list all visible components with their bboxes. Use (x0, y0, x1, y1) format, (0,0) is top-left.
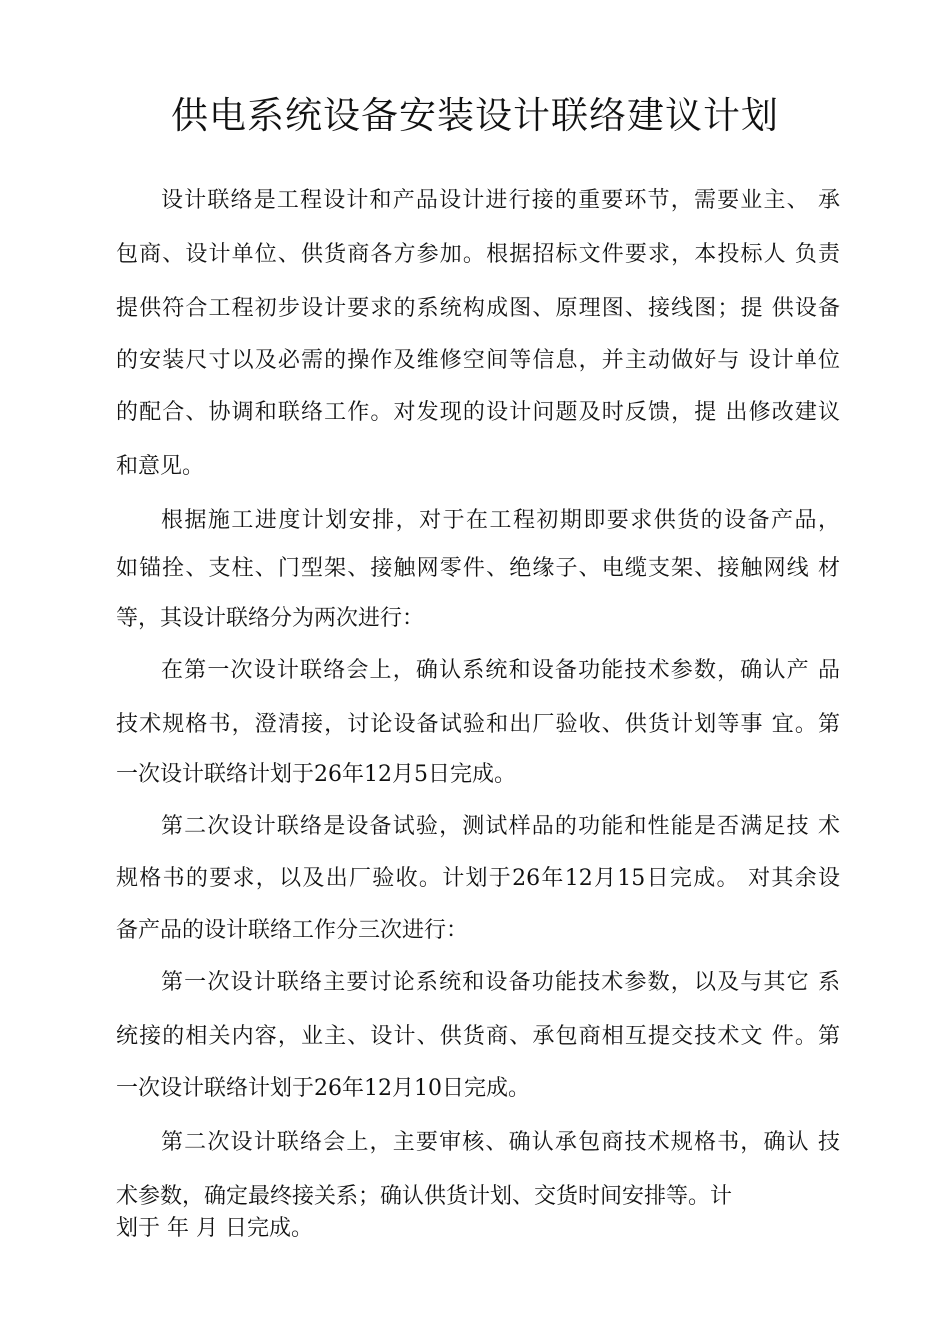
paragraph-line: 提供符合工程初步设计要求的系统构成图、原理图、接线图；提 供设备 (116, 296, 840, 321)
paragraph-line: 划于 年 月 日完成。 (116, 1216, 313, 1241)
paragraph-line: 和意见。 (116, 454, 205, 479)
paragraph-line: 如锚拴、支柱、门型架、接触网零件、绝缘子、电缆支架、接触网线 材 (116, 556, 840, 581)
paragraph-line: 在第一次设计联络会上，确认系统和设备功能技术参数，确认产 品 (161, 658, 840, 683)
paragraph-line: 的安装尺寸以及必需的操作及维修空间等信息，并主动做好与 设计单位 (116, 348, 840, 373)
paragraph-line: 第一次设计联络主要讨论系统和设备功能技术参数，以及与其它 系 (161, 970, 840, 995)
paragraph-line: 第二次设计联络是设备试验，测试样品的功能和性能是否满足技 术 (161, 814, 840, 839)
paragraph-line: 一次设计联络计划于26年12月10日完成。 (116, 1076, 530, 1101)
paragraph-line: 等，其设计联络分为两次进行： (116, 606, 425, 631)
paragraph-line: 包商、设计单位、供货商各方参加。根据招标文件要求，本投标人 负责 (116, 242, 840, 267)
paragraph-line: 备产品的设计联络工作分三次进行： (116, 918, 469, 943)
paragraph-line: 统接的相关内容，业主、设计、供货商、承包商相互提交技术文 件。第 (116, 1024, 840, 1049)
paragraph-line: 设计联络是工程设计和产品设计进行接的重要环节，需要业主、 承 (161, 188, 840, 213)
paragraph-line: 一次设计联络计划于26年12月5日完成。 (116, 762, 516, 787)
paragraph-line: 术参数，确定最终接关系；确认供货计划、交货时间安排等。计 (116, 1184, 733, 1209)
paragraph-line: 规格书的要求，以及出厂验收。计划于26年12月15日完成。 对其余设 (116, 866, 840, 891)
document-title: 供电系统设备安装设计联络建议计划 (171, 94, 779, 137)
paragraph-line: 的配合、协调和联络工作。对发现的设计问题及时反馈，提 出修改建议 (116, 400, 840, 425)
paragraph-line: 技术规格书，澄清接，讨论设备试验和出厂验收、供货计划等事 宜。第 (116, 712, 840, 737)
paragraph-line: 第二次设计联络会上，主要审核、确认承包商技术规格书，确认 技 (161, 1130, 840, 1155)
paragraph-line: 根据施工进度计划安排，对于在工程初期即要求供货的设备产品， (161, 508, 840, 533)
